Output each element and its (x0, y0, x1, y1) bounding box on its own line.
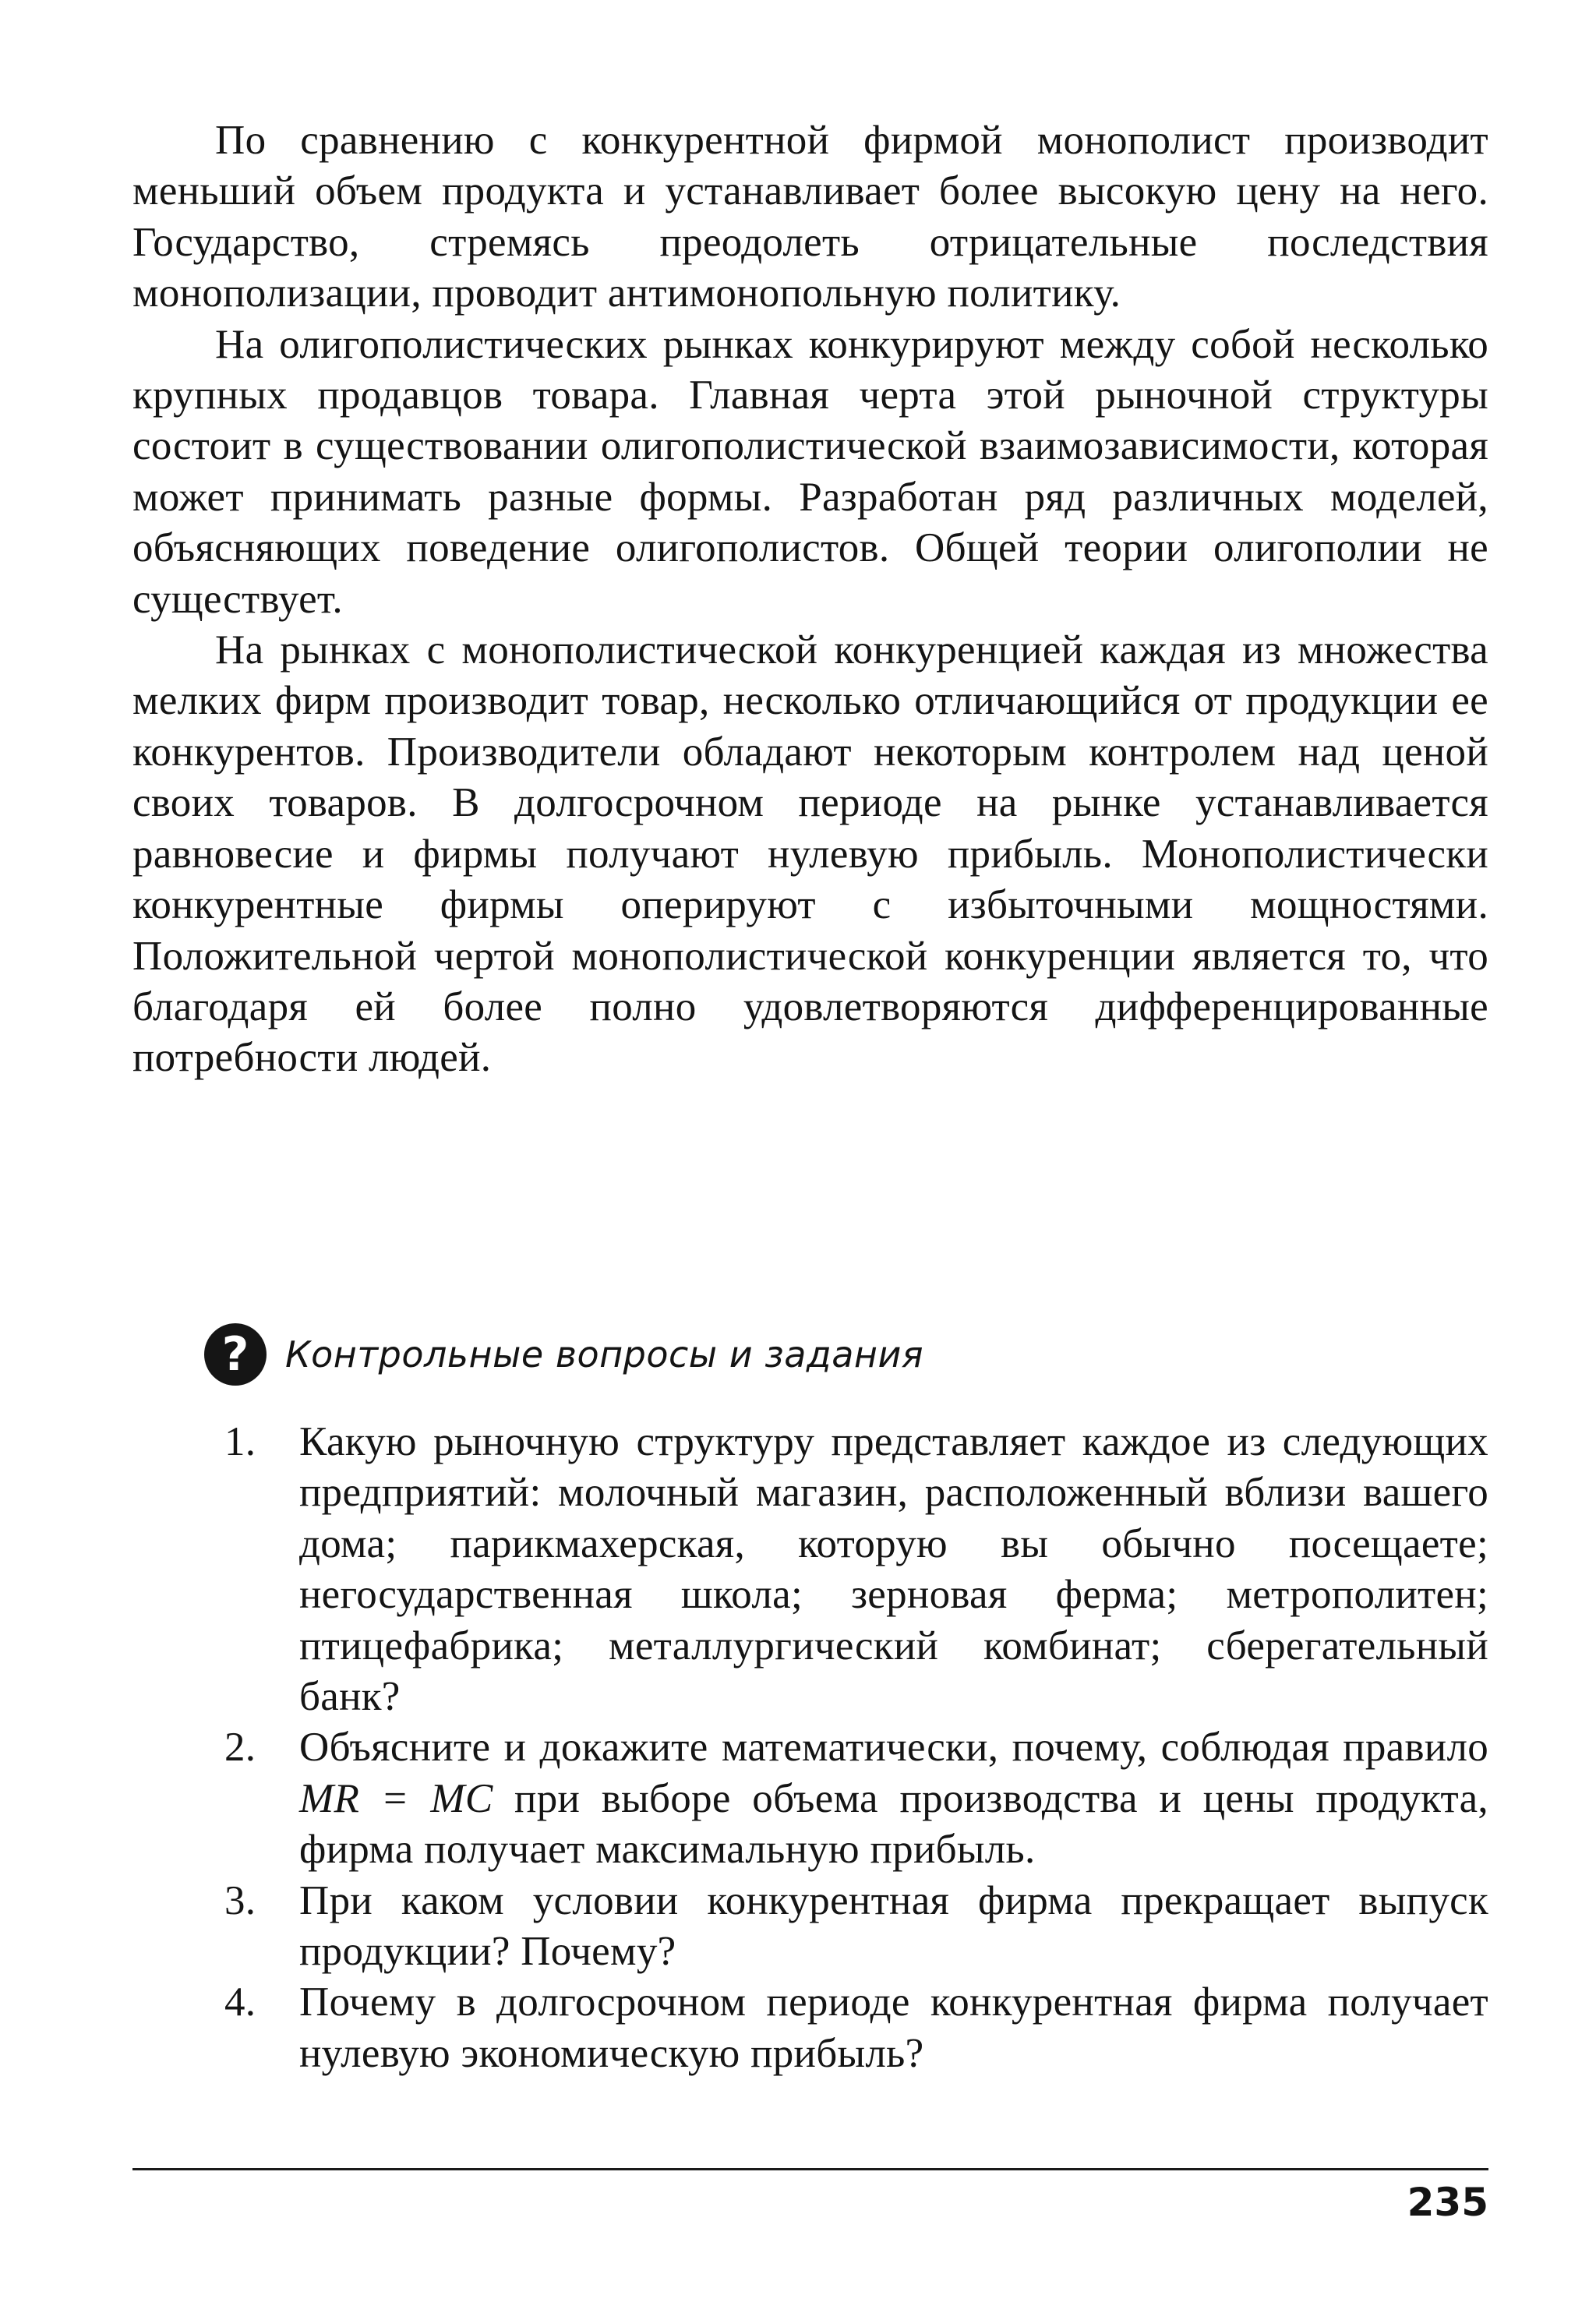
list-item (224, 1417, 1488, 1722)
list-item (224, 1977, 1488, 2079)
question-text (299, 1722, 1488, 1875)
list-item (224, 1876, 1488, 1978)
list-item (224, 1722, 1488, 1875)
question-number: 2. (224, 1725, 256, 1771)
question-text: Какую рыночную структуру представляет каждое из следующих предприятий: молочный магазин, расположенный вблизи вашего дома; парикмахерская, которую вы обычно посещаете; негосударственная школа; зерновая ферма; метрополитен; птицефабрика; металлургический комбинат; сберегательный банк? (299, 1419, 1488, 1720)
question-number: 4. (224, 1979, 256, 2025)
section-title: Контрольные вопросы и задания (285, 1333, 924, 1375)
question-text: При каком условии конкурентная фирма прекращает выпуск продукции? Почему? (299, 1877, 1488, 1975)
question-mark-icon: ? (204, 1323, 267, 1386)
paragraph-oligopoly: На олигополистических рынках конкурируют между собой несколько крупных продавцов товара. Главная черта этой рыночной структуры состоит в существовании олигополистической взаимозависимости, которая может принимать разные формы. Разработан ряд различных моделей, объясняющих поведение олигополистов. Общей теории олигополии не существует. (132, 321, 1488, 622)
formula: MR = MC (299, 1775, 493, 1821)
question-text-part: при выборе объема производства и цены продукта, фирма получает максимальную прибыль. (299, 1775, 1488, 1873)
paragraph-monopoly: По сравнению с конкурентной фирмой монополист производит меньший объем продукта и устанавливает более высокую цену на него. Государство, стремясь преодолеть отрицательные последствия монополизации, проводит антимонопольную политику. (132, 118, 1488, 316)
questions-list (224, 1417, 1488, 2079)
section-heading (204, 1323, 923, 1386)
paragraph-monopolistic-competition: На рынках с монополистической конкуренцией каждая из множества мелких фирм производит товар, несколько отличающийся от продукции ее конкурентов. Производители обладают некоторым контролем над ценой своих товаров. В долгосрочном периоде на рынке устанавливается равновесие и фирмы получают нулевую прибыль. Монополистически конкурентные фирмы оперируют с избыточными мощностями. Положительной чертой монополистической конкуренции является то, что благодаря ей более полно удовлетворяются дифференцированные потребности людей. (132, 627, 1488, 1081)
page-number: 235 (1407, 2180, 1488, 2225)
footer-divider (132, 2168, 1488, 2170)
question-text-part: Объясните и докажите математически, почему, соблюдая правило (299, 1725, 1488, 1771)
question-number: 3. (224, 1877, 256, 1923)
question-number: 1. (224, 1419, 256, 1464)
question-text: Почему в долгосрочном периоде конкурентная фирма получает нулевую экономическую прибыль? (299, 1979, 1488, 2076)
body-text (132, 115, 1488, 1084)
